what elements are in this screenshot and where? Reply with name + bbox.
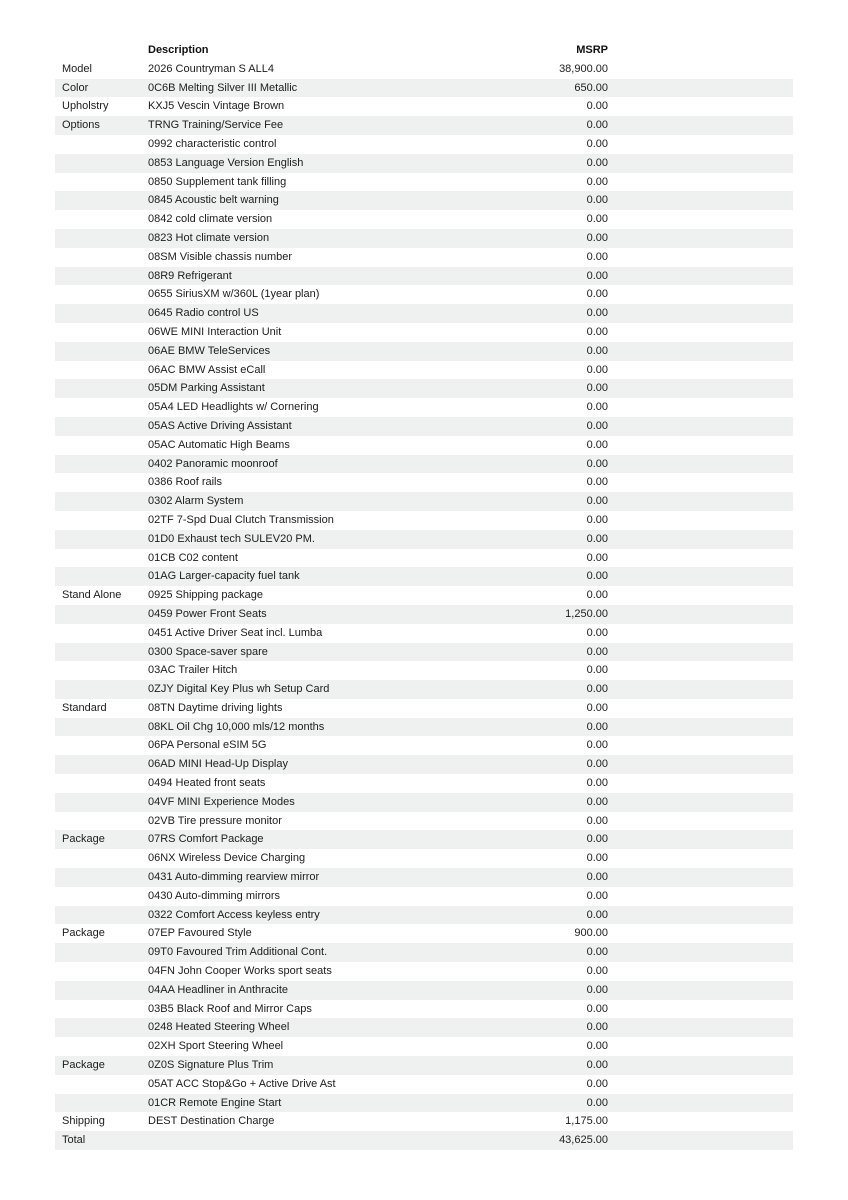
row-filler-cell — [608, 398, 793, 417]
table-row — [55, 379, 793, 398]
row-filler-cell — [608, 774, 793, 793]
row-category-cell — [55, 793, 148, 812]
table-row — [55, 849, 793, 868]
row-category-cell — [55, 398, 148, 417]
table-row — [55, 793, 793, 812]
row-description-cell: 0845 Acoustic belt warning — [148, 194, 279, 207]
row-description-cell: 08TN Daytime driving lights — [148, 701, 283, 714]
row-filler-cell — [608, 116, 793, 135]
table-row — [55, 718, 793, 737]
row-category-cell — [55, 267, 148, 286]
row-msrp-cell: 0.00 — [586, 495, 608, 508]
row-category-cell — [55, 624, 148, 643]
row-category-cell: Package — [62, 833, 105, 846]
row-filler-cell — [608, 549, 793, 568]
table-row — [55, 1131, 793, 1150]
row-description-cell: 08SM Visible chassis number — [148, 250, 293, 263]
row-filler-cell — [608, 492, 793, 511]
table-row — [55, 229, 793, 248]
header-category-cell — [55, 41, 148, 60]
row-category-cell — [55, 868, 148, 887]
row-filler-cell — [608, 285, 793, 304]
table-row — [55, 361, 793, 380]
row-msrp-cell: 0.00 — [586, 250, 608, 263]
table-row — [55, 586, 793, 605]
row-msrp-cell: 0.00 — [586, 814, 608, 827]
row-description-cell: 03AC Trailer Hitch — [148, 664, 238, 677]
row-msrp-cell: 0.00 — [586, 664, 608, 677]
table-row — [55, 943, 793, 962]
row-category-cell — [55, 1037, 148, 1056]
row-description-cell: 01CB C02 content — [148, 551, 238, 564]
row-msrp-cell: 650.00 — [574, 81, 608, 94]
table-row — [55, 436, 793, 455]
row-description-cell: 0823 Hot climate version — [148, 231, 270, 244]
table-row — [55, 1075, 793, 1094]
row-description-cell: 0ZJY Digital Key Plus wh Setup Card — [148, 683, 330, 696]
row-msrp-cell: 0.00 — [586, 401, 608, 414]
row-msrp-cell: 0.00 — [586, 1096, 608, 1109]
table-row — [55, 191, 793, 210]
row-description-cell: 0430 Auto-dimming mirrors — [148, 889, 281, 902]
row-msrp-cell: 0.00 — [586, 307, 608, 320]
row-category-cell — [55, 173, 148, 192]
row-msrp-cell: 0.00 — [586, 532, 608, 545]
row-description-cell: 07RS Comfort Package — [148, 833, 264, 846]
table-row — [55, 624, 793, 643]
row-msrp-cell: 0.00 — [586, 438, 608, 451]
row-category-cell — [55, 643, 148, 662]
table-row — [55, 1000, 793, 1019]
row-filler-cell — [608, 1018, 793, 1037]
row-msrp-cell: 0.00 — [586, 795, 608, 808]
row-filler-cell — [608, 680, 793, 699]
table-row — [55, 1094, 793, 1113]
row-description-cell: 0850 Supplement tank filling — [148, 175, 287, 188]
row-category-cell: Color — [62, 81, 89, 94]
row-msrp-cell: 0.00 — [586, 137, 608, 150]
table-row — [55, 830, 793, 849]
row-msrp-cell: 1,175.00 — [565, 1115, 608, 1128]
row-filler-cell — [608, 361, 793, 380]
row-category-cell — [55, 473, 148, 492]
table-row — [55, 511, 793, 530]
row-msrp-cell: 0.00 — [586, 645, 608, 658]
row-filler-cell — [608, 586, 793, 605]
table-row — [55, 398, 793, 417]
row-description-cell: 05DM Parking Assistant — [148, 382, 265, 395]
row-filler-cell — [608, 323, 793, 342]
table-row — [55, 248, 793, 267]
row-category-cell: Standard — [62, 701, 107, 714]
table-row — [55, 1018, 793, 1037]
row-description-cell: 0459 Power Front Seats — [148, 607, 267, 620]
table-row — [55, 267, 793, 286]
row-description-cell: 06WE MINI Interaction Unit — [148, 325, 282, 338]
row-description-cell: 02VB Tire pressure monitor — [148, 814, 282, 827]
row-category-cell — [55, 511, 148, 530]
row-category-cell — [55, 812, 148, 831]
row-msrp-cell: 0.00 — [586, 231, 608, 244]
row-filler-cell — [608, 830, 793, 849]
row-filler-cell — [608, 173, 793, 192]
table-row — [55, 736, 793, 755]
table-row — [55, 455, 793, 474]
row-description-cell — [148, 1131, 463, 1150]
row-description-cell: 06NX Wireless Device Charging — [148, 852, 306, 865]
row-msrp-cell: 0.00 — [586, 419, 608, 432]
table-row — [55, 304, 793, 323]
row-description-cell: 0322 Comfort Access keyless entry — [148, 908, 320, 921]
table-row — [55, 1112, 793, 1131]
row-description-cell: 06AE BMW TeleServices — [148, 344, 271, 357]
row-msrp-cell: 0.00 — [586, 1021, 608, 1034]
table-row — [55, 173, 793, 192]
row-description-cell: 01AG Larger-capacity fuel tank — [148, 570, 300, 583]
table-row — [55, 60, 793, 79]
row-msrp-cell: 0.00 — [586, 1002, 608, 1015]
row-description-cell: TRNG Training/Service Fee — [148, 119, 284, 132]
row-category-cell — [55, 981, 148, 1000]
row-description-cell: 06AD MINI Head-Up Display — [148, 758, 288, 771]
table-row — [55, 567, 793, 586]
table-row — [55, 116, 793, 135]
row-filler-cell — [608, 699, 793, 718]
table-row — [55, 699, 793, 718]
row-description-cell: 0645 Radio control US — [148, 307, 259, 320]
table-row — [55, 661, 793, 680]
row-msrp-cell: 0.00 — [586, 871, 608, 884]
row-filler-cell — [608, 229, 793, 248]
row-category-cell — [55, 849, 148, 868]
table-row — [55, 981, 793, 1000]
table-row — [55, 1037, 793, 1056]
row-category-cell — [55, 1018, 148, 1037]
row-description-cell: 08KL Oil Chg 10,000 mls/12 months — [148, 720, 325, 733]
table-row — [55, 962, 793, 981]
row-msrp-cell: 0.00 — [586, 777, 608, 790]
table-row — [55, 154, 793, 173]
row-msrp-cell: 1,250.00 — [565, 607, 608, 620]
row-filler-cell — [608, 1000, 793, 1019]
row-msrp-cell: 0.00 — [586, 626, 608, 639]
row-category-cell: Options — [62, 119, 100, 132]
row-msrp-cell: 0.00 — [586, 175, 608, 188]
row-filler-cell — [608, 1037, 793, 1056]
row-msrp-cell: 0.00 — [586, 983, 608, 996]
row-description-cell: 0248 Heated Steering Wheel — [148, 1021, 290, 1034]
table-body — [55, 60, 793, 1150]
vehicle-order-sheet — [55, 41, 793, 1150]
row-category-cell — [55, 736, 148, 755]
row-description-cell: 02TF 7-Spd Dual Clutch Transmission — [148, 513, 334, 526]
row-msrp-cell: 900.00 — [574, 927, 608, 940]
table-row — [55, 342, 793, 361]
row-filler-cell — [608, 755, 793, 774]
row-filler-cell — [608, 473, 793, 492]
row-filler-cell — [608, 736, 793, 755]
row-category-cell — [55, 962, 148, 981]
row-description-cell: 0Z0S Signature Plus Trim — [148, 1059, 274, 1072]
row-description-cell: 0386 Roof rails — [148, 476, 222, 489]
row-filler-cell — [608, 304, 793, 323]
row-filler-cell — [608, 643, 793, 662]
row-filler-cell — [608, 210, 793, 229]
row-filler-cell — [608, 962, 793, 981]
row-description-cell: 01D0 Exhaust tech SULEV20 PM. — [148, 532, 315, 545]
row-category-cell — [55, 605, 148, 624]
table-row — [55, 473, 793, 492]
row-filler-cell — [608, 79, 793, 98]
row-filler-cell — [608, 812, 793, 831]
row-category-cell — [55, 774, 148, 793]
row-category-cell — [55, 361, 148, 380]
row-filler-cell — [608, 1131, 793, 1150]
row-category-cell — [55, 718, 148, 737]
row-category-cell — [55, 492, 148, 511]
table-row — [55, 812, 793, 831]
row-msrp-cell: 0.00 — [586, 156, 608, 169]
row-filler-cell — [608, 1094, 793, 1113]
row-description-cell: 0853 Language Version English — [148, 156, 304, 169]
table-row — [55, 417, 793, 436]
row-msrp-cell: 0.00 — [586, 701, 608, 714]
row-category-cell: Shipping — [62, 1115, 105, 1128]
row-msrp-cell: 0.00 — [586, 1059, 608, 1072]
row-filler-cell — [608, 191, 793, 210]
row-category-cell — [55, 154, 148, 173]
row-filler-cell — [608, 455, 793, 474]
row-filler-cell — [608, 1112, 793, 1131]
row-description-cell: 0494 Heated front seats — [148, 777, 266, 790]
row-category-cell: Stand Alone — [62, 589, 122, 602]
table-row — [55, 868, 793, 887]
row-category-cell — [55, 342, 148, 361]
row-description-cell: 0925 Shipping package — [148, 589, 263, 602]
table-row — [55, 492, 793, 511]
row-filler-cell — [608, 530, 793, 549]
row-description-cell: 09T0 Favoured Trim Additional Cont. — [148, 946, 328, 959]
row-category-cell — [55, 887, 148, 906]
row-filler-cell — [608, 1056, 793, 1075]
row-category-cell — [55, 210, 148, 229]
row-category-cell — [55, 755, 148, 774]
table-row — [55, 549, 793, 568]
row-description-cell: 02XH Sport Steering Wheel — [148, 1040, 284, 1053]
header-description-cell: Description — [148, 44, 209, 56]
row-description-cell: 0C6B Melting Silver III Metallic — [148, 81, 298, 94]
row-category-cell — [55, 680, 148, 699]
row-description-cell: 2026 Countryman S ALL4 — [148, 62, 274, 75]
row-filler-cell — [608, 135, 793, 154]
row-description-cell: 0402 Panoramic moonroof — [148, 457, 278, 470]
row-filler-cell — [608, 887, 793, 906]
row-category-cell — [55, 567, 148, 586]
table-row — [55, 924, 793, 943]
row-category-cell — [55, 530, 148, 549]
row-filler-cell — [608, 1075, 793, 1094]
row-filler-cell — [608, 661, 793, 680]
row-filler-cell — [608, 60, 793, 79]
row-description-cell: 04AA Headliner in Anthracite — [148, 983, 289, 996]
table-row — [55, 79, 793, 98]
row-category-cell — [55, 285, 148, 304]
row-msrp-cell: 0.00 — [586, 889, 608, 902]
row-msrp-cell: 0.00 — [586, 288, 608, 301]
row-msrp-cell: 0.00 — [586, 739, 608, 752]
row-category-cell: Total — [62, 1134, 86, 1147]
row-category-cell — [55, 229, 148, 248]
table-row — [55, 530, 793, 549]
row-category-cell — [55, 1000, 148, 1019]
row-filler-cell — [608, 849, 793, 868]
table-row — [55, 210, 793, 229]
row-filler-cell — [608, 511, 793, 530]
row-msrp-cell: 0.00 — [586, 589, 608, 602]
row-filler-cell — [608, 718, 793, 737]
table-header-row — [55, 41, 793, 60]
row-msrp-cell: 0.00 — [586, 720, 608, 733]
row-msrp-cell: 0.00 — [586, 683, 608, 696]
row-msrp-cell: 38,900.00 — [559, 62, 608, 75]
row-filler-cell — [608, 924, 793, 943]
row-description-cell: 04VF MINI Experience Modes — [148, 795, 295, 808]
row-msrp-cell: 0.00 — [586, 363, 608, 376]
row-filler-cell — [608, 605, 793, 624]
row-msrp-cell: 0.00 — [586, 344, 608, 357]
table-row — [55, 680, 793, 699]
row-description-cell: 0992 characteristic control — [148, 137, 277, 150]
row-category-cell: Upholstry — [62, 100, 109, 113]
row-description-cell: 05A4 LED Headlights w/ Cornering — [148, 401, 319, 414]
row-category-cell — [55, 1075, 148, 1094]
row-filler-cell — [608, 379, 793, 398]
row-msrp-cell: 0.00 — [586, 119, 608, 132]
row-msrp-cell: 0.00 — [586, 833, 608, 846]
row-msrp-cell: 0.00 — [586, 382, 608, 395]
row-category-cell — [55, 455, 148, 474]
table-row — [55, 605, 793, 624]
row-filler-cell — [608, 97, 793, 116]
row-filler-cell — [608, 248, 793, 267]
row-description-cell: 05AC Automatic High Beams — [148, 438, 290, 451]
row-filler-cell — [608, 267, 793, 286]
row-msrp-cell: 0.00 — [586, 513, 608, 526]
row-filler-cell — [608, 154, 793, 173]
row-category-cell — [55, 943, 148, 962]
row-category-cell — [55, 549, 148, 568]
row-filler-cell — [608, 981, 793, 1000]
row-filler-cell — [608, 624, 793, 643]
row-msrp-cell: 0.00 — [586, 457, 608, 470]
table-row — [55, 97, 793, 116]
row-msrp-cell: 0.00 — [586, 476, 608, 489]
row-msrp-cell: 0.00 — [586, 758, 608, 771]
row-msrp-cell: 0.00 — [586, 908, 608, 921]
row-msrp-cell: 0.00 — [586, 100, 608, 113]
table-row — [55, 285, 793, 304]
header-msrp-cell: MSRP — [576, 44, 608, 56]
row-description-cell: 01CR Remote Engine Start — [148, 1096, 282, 1109]
row-category-cell — [55, 379, 148, 398]
row-description-cell: 0655 SiriusXM w/360L (1year plan) — [148, 288, 320, 301]
table-row — [55, 1056, 793, 1075]
table-row — [55, 323, 793, 342]
row-description-cell: 0300 Space-saver spare — [148, 645, 268, 658]
table-row — [55, 135, 793, 154]
row-category-cell — [55, 436, 148, 455]
row-description-cell: 06PA Personal eSIM 5G — [148, 739, 267, 752]
table-row — [55, 643, 793, 662]
row-filler-cell — [608, 417, 793, 436]
row-filler-cell — [608, 868, 793, 887]
table-row — [55, 774, 793, 793]
row-category-cell — [55, 191, 148, 210]
row-filler-cell — [608, 793, 793, 812]
row-description-cell: 0431 Auto-dimming rearview mirror — [148, 871, 320, 884]
row-description-cell: 06AC BMW Assist eCall — [148, 363, 266, 376]
row-description-cell: 0451 Active Driver Seat incl. Lumba — [148, 626, 323, 639]
row-category-cell — [55, 661, 148, 680]
row-filler-cell — [608, 567, 793, 586]
row-msrp-cell: 0.00 — [586, 965, 608, 978]
row-description-cell: 04FN John Cooper Works sport seats — [148, 965, 332, 978]
row-description-cell: 0302 Alarm System — [148, 495, 244, 508]
row-category-cell — [55, 417, 148, 436]
row-description-cell: 03B5 Black Roof and Mirror Caps — [148, 1002, 312, 1015]
row-category-cell — [55, 906, 148, 925]
row-msrp-cell: 0.00 — [586, 1040, 608, 1053]
row-category-cell — [55, 323, 148, 342]
row-category-cell — [55, 1094, 148, 1113]
row-filler-cell — [608, 342, 793, 361]
table-row — [55, 906, 793, 925]
row-category-cell: Model — [62, 62, 92, 75]
row-msrp-cell: 0.00 — [586, 570, 608, 583]
row-description-cell: 05AS Active Driving Assistant — [148, 419, 292, 432]
row-description-cell: KXJ5 Vescin Vintage Brown — [148, 100, 285, 113]
row-category-cell: Package — [62, 1059, 105, 1072]
row-msrp-cell: 43,625.00 — [559, 1134, 608, 1147]
header-filler-cell — [608, 41, 793, 60]
row-category-cell — [55, 304, 148, 323]
row-filler-cell — [608, 943, 793, 962]
row-filler-cell — [608, 906, 793, 925]
row-description-cell: 0842 cold climate version — [148, 213, 273, 226]
row-msrp-cell: 0.00 — [586, 213, 608, 226]
table-row — [55, 887, 793, 906]
row-msrp-cell: 0.00 — [586, 1077, 608, 1090]
table-row — [55, 755, 793, 774]
row-msrp-cell: 0.00 — [586, 852, 608, 865]
row-msrp-cell: 0.00 — [586, 325, 608, 338]
row-category-cell: Package — [62, 927, 105, 940]
row-description-cell: 08R9 Refrigerant — [148, 269, 232, 282]
row-category-cell — [55, 135, 148, 154]
row-description-cell: 07EP Favoured Style — [148, 927, 252, 940]
row-msrp-cell: 0.00 — [586, 946, 608, 959]
row-msrp-cell: 0.00 — [586, 551, 608, 564]
row-filler-cell — [608, 436, 793, 455]
row-description-cell: 05AT ACC Stop&Go + Active Drive Ast — [148, 1077, 336, 1090]
row-msrp-cell: 0.00 — [586, 269, 608, 282]
row-msrp-cell: 0.00 — [586, 194, 608, 207]
row-category-cell — [55, 248, 148, 267]
row-description-cell: DEST Destination Charge — [148, 1115, 275, 1128]
